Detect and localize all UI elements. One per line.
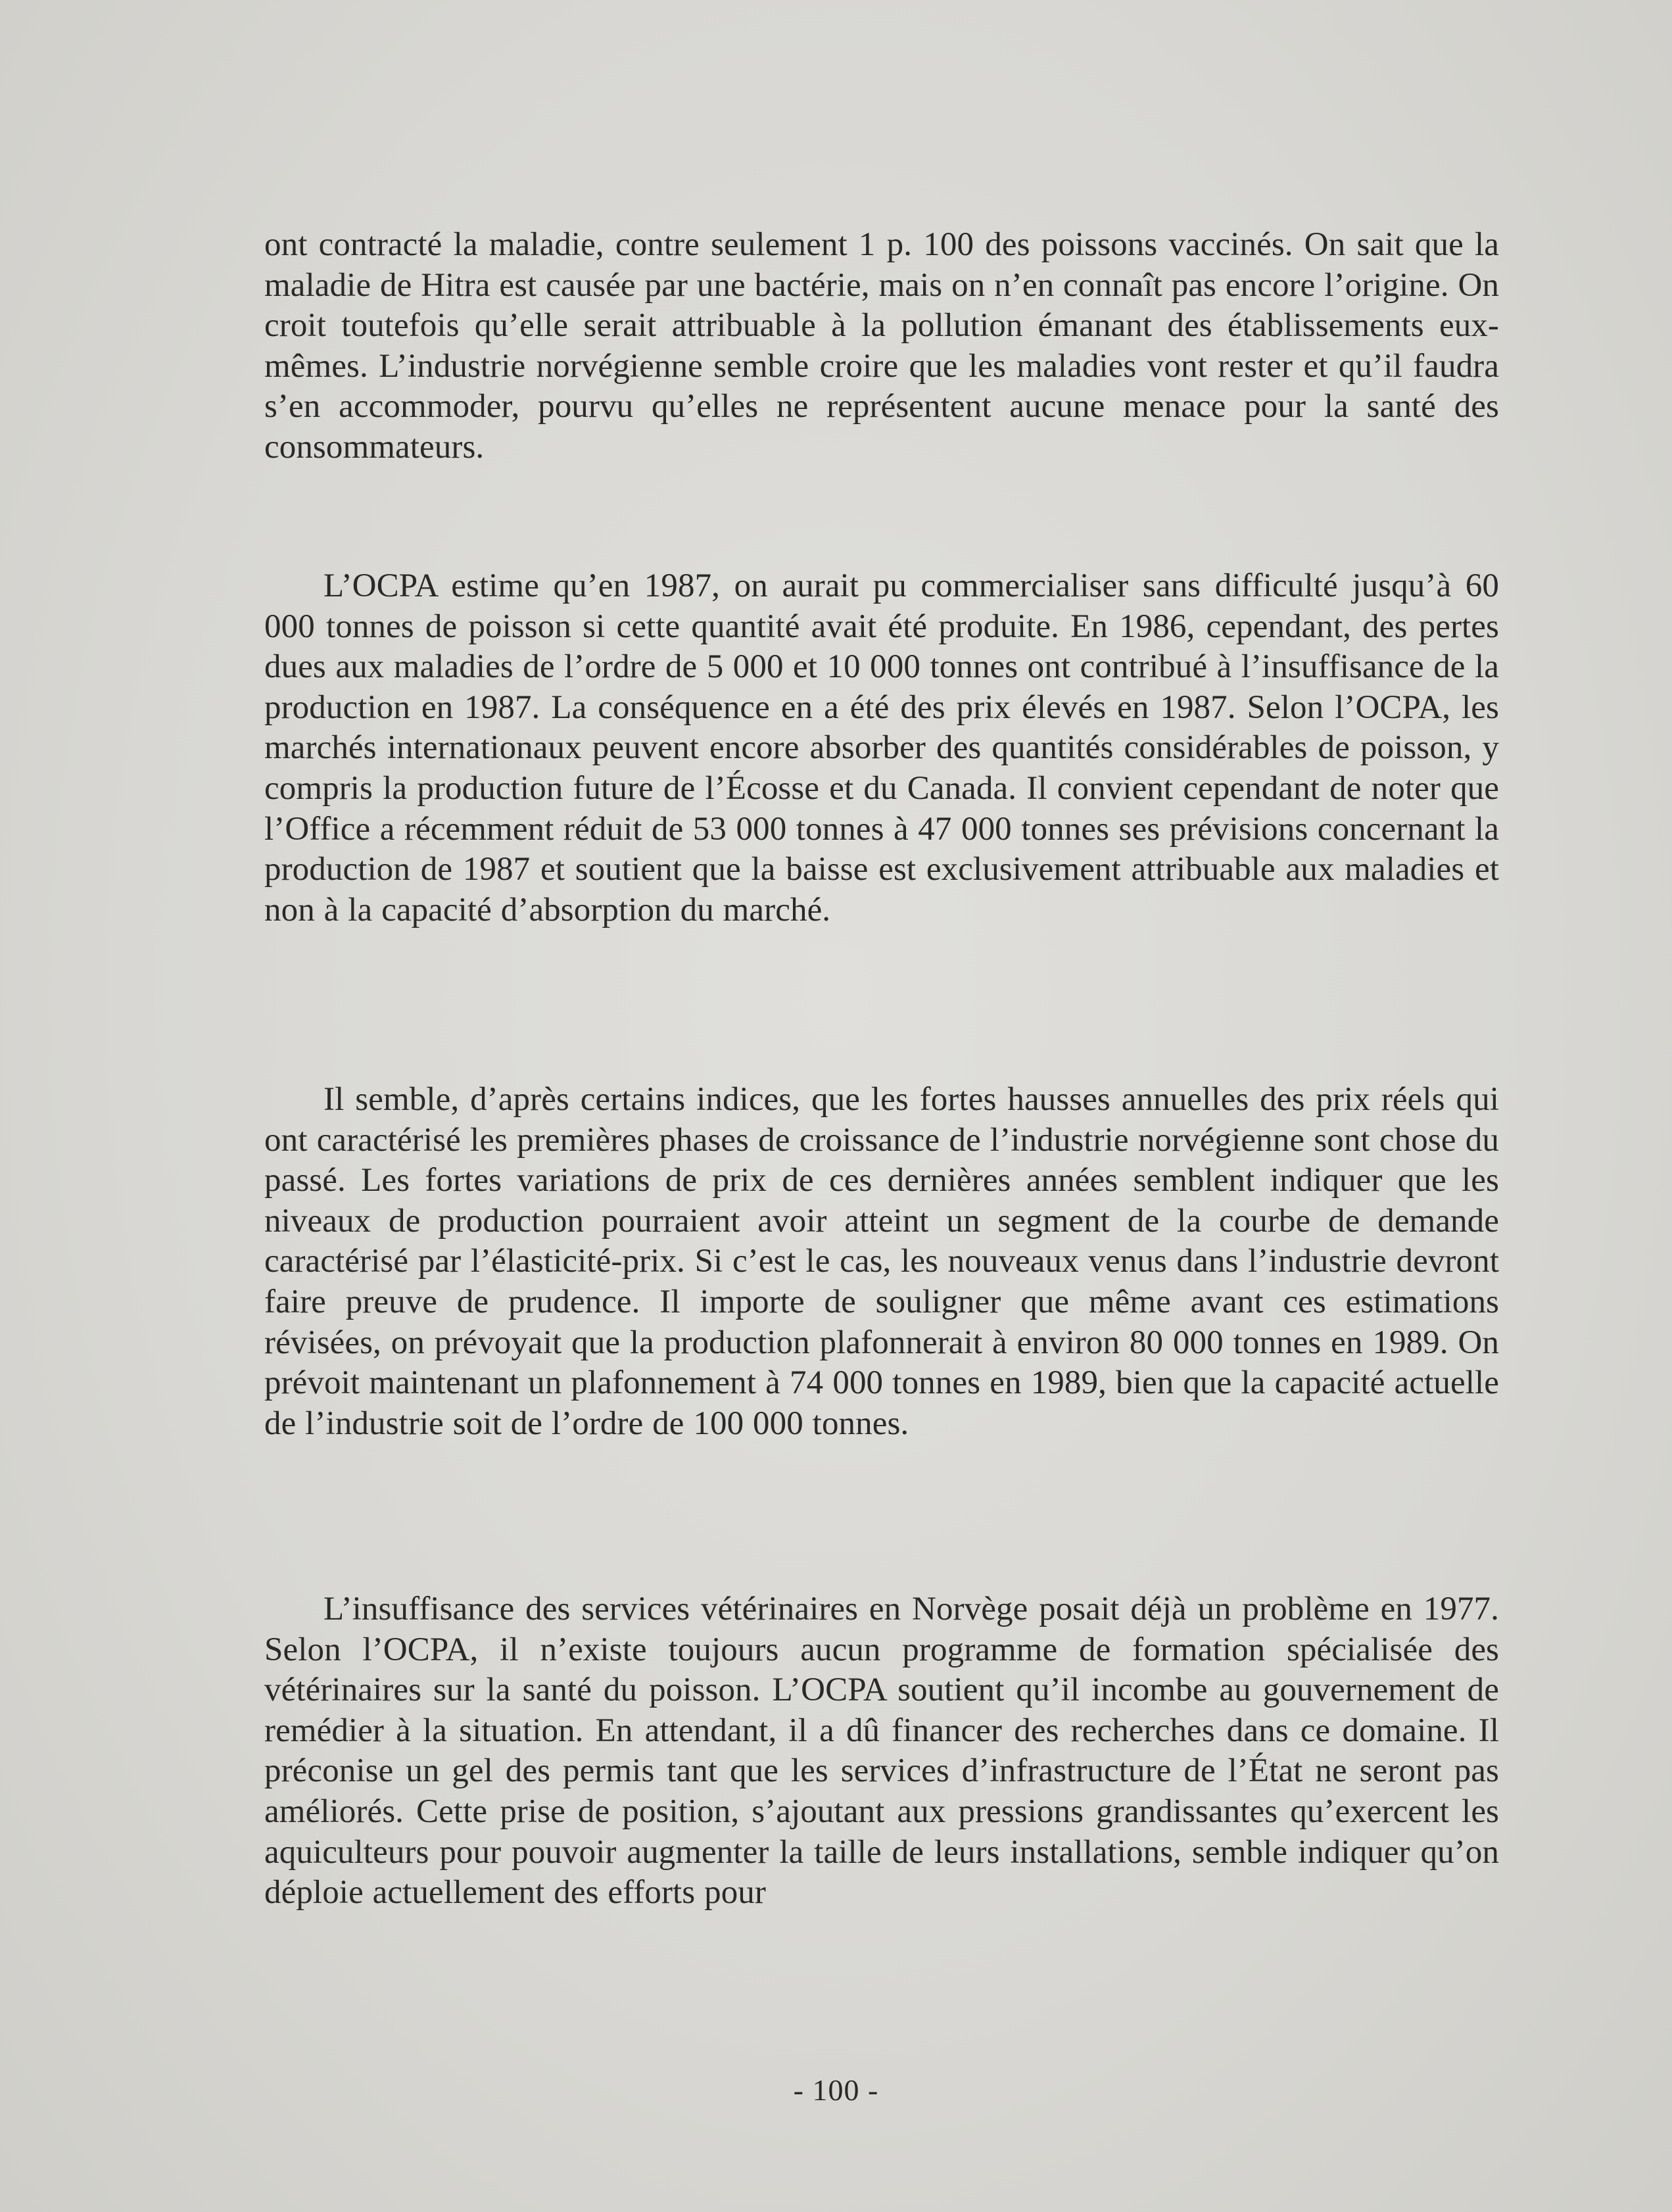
paragraph-1: ont contracté la maladie, contre seulement 1 p. 100 des poissons vaccinés. On sait que la maladie de Hitra est causée par une bactérie, mais on n’en connaît pas encore l’origine. On croit toutefois qu’elle serait attribuable à la pollution émanant des établissements eux-mêmes. L’industrie norvégienne semble croire que les maladies vont rester et qu’il faudra s’en accommoder, pourvu qu’elles ne représentent aucune menace pour la santé des consommateurs. xyxy=(264,226,1499,466)
page-number: - 100 - xyxy=(793,2073,879,2107)
paragraph-3: Il semble, d’après certains indices, que les fortes hausses annuelles des prix réels qui ont caractérisé les premières phases de croissance de l’industrie norvégienne sont chose du passé. Les fortes variations de prix de ces dernières années semblent indiquer que les niveaux de production pourraient avoir atteint un segment de la courbe de demande caractérisé par l’élasticité-prix. Si c’est le cas, les nouveaux venus dans l’industrie devront faire preuve de prudence. Il importe de souligner que même avant ces estimations révisées, on prévoyait que la production plafonnerait à environ 80 000 tonnes en 1989. On prévoit maintenant un plafonnement à 74 000 tonnes en 1989, bien que la capacité actuelle de l’industrie soit de l’ordre de 100 000 tonnes. xyxy=(264,1081,1499,1442)
paragraph-2: L’OCPA estime qu’en 1987, on aurait pu commercialiser sans difficulté jusqu’à 60 000 tonnes de poisson si cette quantité avait été produite. En 1986, cependant, des pertes dues aux maladies de l’ordre de 5 000 et 10 000 tonnes ont contribué à l’insuffisance de la production en 1987. La conséquence en a été des prix élevés en 1987. Selon l’OCPA, les marchés internationaux peuvent encore absorber des quantités considérables de poisson, y compris la production future de l’Écosse et du Canada. Il convient cependant de noter que l’Office a récemment réduit de 53 000 tonnes à 47 000 tonnes ses prévisions concernant la production de 1987 et soutient que la baisse est exclusivement attribuable aux maladies et non à la capacité d’absorption du marché. xyxy=(264,567,1499,928)
body-text xyxy=(264,225,1499,1911)
paragraph-4: L’insuffisance des services vétérinaires en Norvège posait déjà un problème en 1977. Selon l’OCPA, il n’existe toujours aucun programme de formation spécialisée des vétérinaires sur la santé du poisson. L’OCPA soutient qu’il incombe au gouvernement de remédier à la situation. En attendant, il a dû financer des recherches dans ce domaine. Il préconise un gel des permis tant que les services d’infrastructure de l’État ne seront pas améliorés. Cette prise de position, s’ajoutant aux pressions grandissantes qu’exercent les aquiculteurs pour pouvoir augmenter la taille de leurs installations, semble indiquer qu’on déploie actuellement des efforts pour xyxy=(264,1591,1499,1911)
